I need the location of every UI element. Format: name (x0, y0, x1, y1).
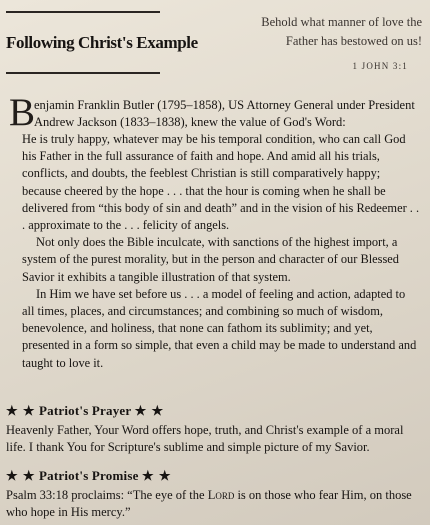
title-top-rule (6, 11, 160, 13)
intro-line-2: Andrew Jackson (1833–1838), knew the value of God's Word: (34, 115, 346, 129)
butler-quote (22, 131, 420, 372)
promise-text-start: Psalm 33:18 proclaims: “The eye of the (6, 488, 208, 502)
star-icon: ★ ★ (134, 403, 165, 418)
epigraph (261, 13, 422, 76)
star-icon: ★ ★ (6, 468, 36, 483)
epigraph-reference: 1 JOHN 3:1 (352, 61, 408, 71)
star-icon: ★ ★ (6, 403, 36, 418)
promise-heading (6, 468, 172, 484)
article-body (9, 91, 420, 372)
prayer-heading-text: Patriot's Prayer (39, 403, 132, 418)
drop-cap: B (9, 91, 36, 134)
intro-line-1: enjamin Franklin Butler (1795–1858), US Attorney General under President (34, 98, 415, 112)
title-bottom-rule (6, 72, 160, 74)
quote-paragraph-1: He is truly happy, whatever may be his temporal condition, who can call God his Father in the full assurance of faith and hope. And amid all his trials, conflicts, and doubts, the feeblest Christian is still comparatively happy; because cheered by the hope . . . that the hour is coming when he shall be delivered from “this body of sin and death” and in the vision of his Redeemer . . . approximate to the . . . felicity of angels. (22, 132, 420, 233)
prayer-heading (6, 403, 164, 419)
epigraph-line-1: Behold what manner of love the (261, 15, 422, 29)
quote-paragraph-2: Not only does the Bible inculcate, with sanctions of the highest import, a system of the purest morality, but in the person and character of our Blessed Savior it exhibits a tangible illustration of that system. (22, 235, 400, 284)
prayer-text: Heavenly Father, Your Word offers hope, truth, and Christ's example of a moral life. I thank You for Scripture's sublime and simple picture of my Savior. (6, 423, 404, 454)
promise-text-end: is on those who fear Him, on those who hope in His mercy.” (6, 488, 412, 519)
promise-heading-text: Patriot's Promise (39, 468, 139, 483)
promise-lord: Lord (207, 488, 235, 502)
section-title: Following Christ's Example (6, 33, 198, 52)
star-icon: ★ ★ (142, 468, 172, 483)
epigraph-line-2: Father has bestowed on us! (285, 34, 422, 48)
promise-text (6, 487, 424, 521)
intro-paragraph (9, 91, 420, 134)
quote-paragraph-3: In Him we have set before us . . . a model of feeling and action, adapted to all times, places, and circumstances; and combining so much of wisdom, benevolence, and holiness, that none can fathom its sublimity; and yet, presented in a form so simple, that even a child may be made to understand and taught to love it. (22, 286, 417, 370)
